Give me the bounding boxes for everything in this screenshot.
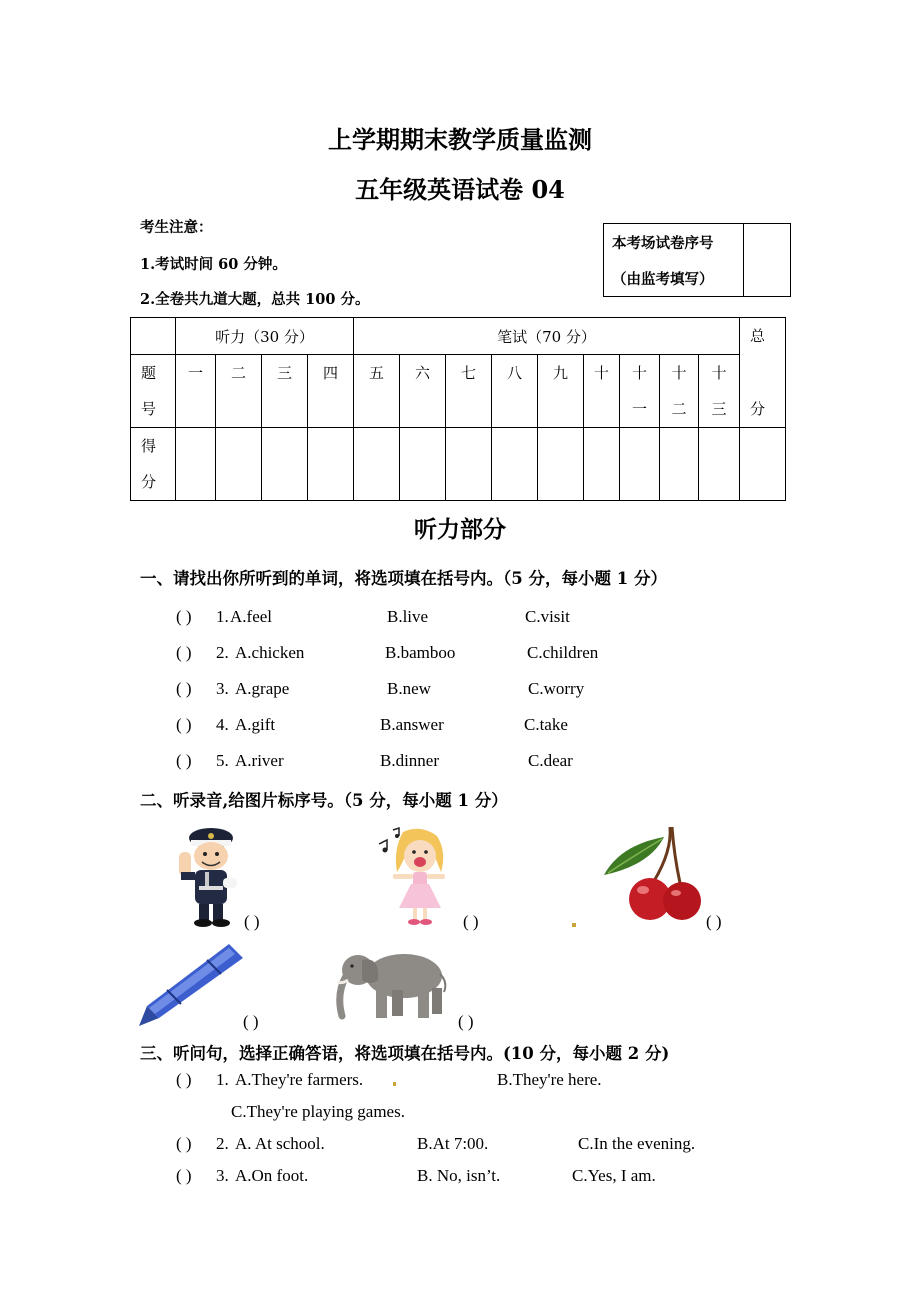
serial-label-2: （由监考填写） [612,271,714,288]
row-label-question-number [131,355,176,428]
question-col-8 [492,355,538,428]
total-label-bottom: 分 [750,400,766,418]
question-col-label-top: 五 [368,364,384,382]
stray-mark-2 [393,1082,396,1086]
score-cell-7[interactable] [446,428,492,501]
option-c[interactable]: C.dear [528,751,573,770]
question-col-10 [584,355,620,428]
question-col-label-bottom [446,391,491,427]
option-b[interactable]: B.dinner [380,751,440,770]
score-cell-6[interactable] [400,428,446,501]
notice-line-1: 1.考试时间 60 分钟。 [140,256,287,273]
question-col-3 [262,355,308,428]
picture-1-paren[interactable]: ( ) [244,912,260,931]
option-a[interactable]: A.gift [235,715,276,734]
score-cell-13[interactable] [699,428,740,501]
question-col-1 [176,355,216,428]
score-cell-12[interactable] [660,428,699,501]
answer-paren[interactable]: ( ) [176,1070,192,1089]
writing-header: 笔试（70 分） [354,318,740,355]
option-b[interactable]: B.new [387,679,431,698]
question-col-label-bottom [176,391,215,427]
question-number: 5. [216,751,229,770]
answer-paren[interactable]: ( ) [176,751,192,770]
question-col-label-bottom: 二 [671,400,687,418]
answer-paren[interactable]: ( ) [176,1166,192,1185]
stray-mark [572,923,576,927]
section-2-title: 二、听录音,给图片标序号。（5 分，每小题 1 分） [140,791,508,810]
option-b[interactable]: B. No, isn’t. [417,1166,501,1185]
question-number: 3. [216,679,229,698]
score-cell-3[interactable] [262,428,308,501]
question-col-label-top: 六 [414,364,430,382]
question-col-label-top: 八 [506,364,522,382]
page-subtitle: 五年级英语试卷 04 [355,175,565,204]
score-cell-4[interactable] [308,428,354,501]
question-number: 2. [216,643,229,662]
question-col-label-top: 二 [230,364,246,382]
score-cell-9[interactable] [538,428,584,501]
answer-paren[interactable]: ( ) [176,679,192,698]
option-b[interactable]: B.They're here. [497,1070,602,1089]
option-c[interactable]: C.In the evening. [578,1134,696,1153]
option-b[interactable]: B.live [387,607,429,626]
score-cell-11[interactable] [620,428,660,501]
question-col-label-bottom [262,391,307,427]
option-a[interactable]: A.On foot. [235,1166,309,1185]
question-col-label-bottom: 一 [631,400,647,418]
score-cell-10[interactable] [584,428,620,501]
listening-section-title: 听力部分 [414,516,506,543]
row-label-top: 题 [141,364,157,382]
question-col-label-bottom: 三 [711,400,727,418]
question-number-row [131,355,786,428]
page-title: 上学期期末教学质量监测 [328,125,592,154]
score-cell-5[interactable] [354,428,400,501]
row-label-bottom: 号 [141,400,157,418]
picture-4-paren[interactable]: ( ) [243,1012,259,1031]
singing-girl-icon [377,822,453,928]
question-col-label-bottom [308,391,353,427]
total-score-cell[interactable] [740,428,786,501]
question-col-9 [538,355,584,428]
option-c[interactable]: C.Yes, I am. [572,1166,656,1185]
score-cell-2[interactable] [216,428,262,501]
section-3-title: 三、听问句，选择正确答语，将选项填在括号内。(10 分，每小题 2 分) [140,1044,670,1063]
question-col-label-bottom [584,391,619,427]
question-col-label-top: 四 [322,364,338,382]
question-col-label-top: 十 [631,364,647,382]
question-col-label-top: 十 [593,364,609,382]
total-header [740,318,786,428]
cherry-icon [602,821,708,927]
question-col-12 [660,355,699,428]
score-label-top: 得 [141,437,157,455]
question-col-label-top: 七 [460,364,476,382]
question-col-label-bottom [216,391,261,427]
section-1-title: 一、请找出你所听到的单词，将选项填在括号内。（5 分，每小题 1 分） [140,569,667,588]
total-label-mid-spacer [750,355,785,391]
question-col-label-bottom [400,391,445,427]
question-number: 1. [216,607,229,626]
crayon-icon [137,942,245,1028]
picture-5-paren[interactable]: ( ) [458,1012,474,1031]
option-a[interactable]: A. At school. [235,1134,325,1153]
serial-input-cell[interactable] [744,224,790,296]
option-c[interactable]: C.worry [528,679,585,698]
question-col-11 [620,355,660,428]
option-a[interactable]: A.river [235,751,284,770]
answer-paren[interactable]: ( ) [176,643,192,662]
score-row [131,428,786,501]
total-label-top: 总 [750,327,766,345]
answer-paren[interactable]: ( ) [176,1134,192,1153]
notice-heading: 考生注意： [140,219,213,236]
question-number: 3. [216,1166,229,1185]
option-c[interactable]: C.children [527,643,599,662]
question-col-label-top: 十 [671,364,687,382]
question-col-label-top: 三 [276,364,292,382]
question-col-6 [400,355,446,428]
question-col-label-top: 九 [552,364,568,382]
policeman-icon [165,822,247,928]
score-table [130,317,786,501]
score-label-bottom: 分 [141,473,157,491]
row-label-score [131,428,176,501]
table-corner [131,318,176,355]
option-a[interactable]: A.They're farmers. [235,1070,364,1089]
serial-number-box [603,223,791,297]
question-col-label-bottom [538,391,583,427]
question-number: 1. [216,1070,229,1089]
option-a[interactable]: A.grape [235,679,290,698]
question-col-7 [446,355,492,428]
elephant-icon [332,946,450,1022]
question-col-5 [354,355,400,428]
option-c[interactable]: C.They're playing games. [231,1102,405,1121]
score-cell-1[interactable] [176,428,216,501]
answer-paren[interactable]: ( ) [176,715,192,734]
option-b[interactable]: B.answer [380,715,444,734]
answer-paren[interactable]: ( ) [176,607,192,626]
option-b[interactable]: B.At 7:00. [417,1134,489,1153]
option-b[interactable]: B.bamboo [385,643,456,662]
question-col-label-top: 十 [711,364,727,382]
question-col-label-bottom [354,391,399,427]
question-col-4 [308,355,354,428]
question-col-2 [216,355,262,428]
score-cell-8[interactable] [492,428,538,501]
picture-2-paren[interactable]: ( ) [463,912,479,931]
listening-header: 听力（30 分） [176,318,354,355]
option-c[interactable]: C.take [524,715,568,734]
question-col-label-top: 一 [187,364,203,382]
picture-3-paren[interactable]: ( ) [706,912,722,931]
question-col-13 [699,355,740,428]
option-a[interactable]: A.chicken [235,643,305,662]
option-c[interactable]: C.visit [525,607,570,626]
question-number: 2. [216,1134,229,1153]
serial-label-1: 本考场试卷序号 [612,235,714,252]
option-a[interactable]: A.feel [230,607,273,626]
question-number: 4. [216,715,229,734]
notice-line-2: 2.全卷共九道大题，总共 100 分。 [140,291,370,308]
question-col-label-bottom [492,391,537,427]
